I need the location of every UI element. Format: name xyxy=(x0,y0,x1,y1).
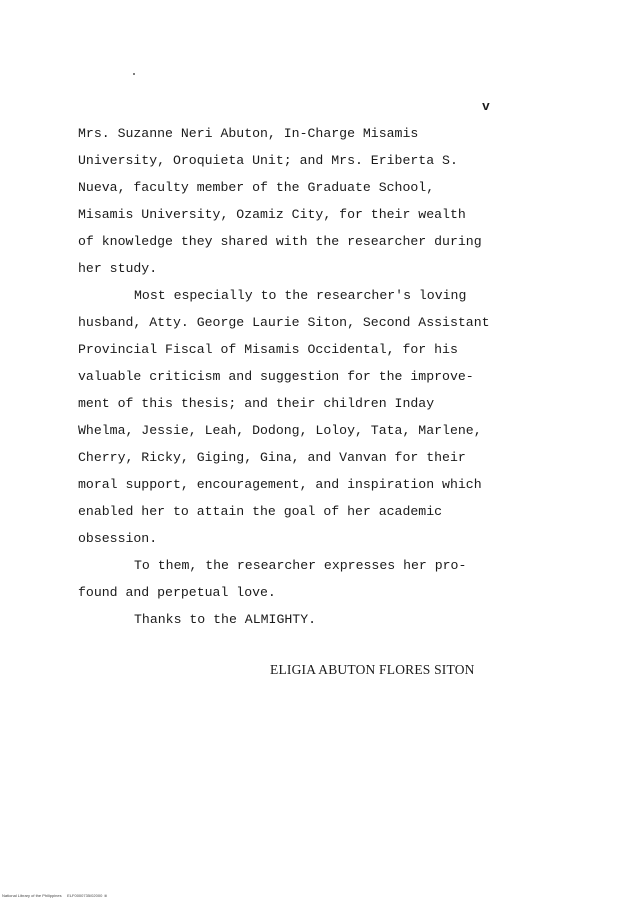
text-line: valuable criticism and suggestion for the improve- xyxy=(78,369,474,384)
author-signature-name: ELIGIA ABUTON FLORES SITON xyxy=(270,662,475,677)
text-line: Thanks to the ALMIGHTY. xyxy=(134,612,317,627)
text-line: Cherry, Ricky, Giging, Gina, and Vanvan for their xyxy=(78,450,466,465)
text-line: moral support, encouragement, and inspiration which xyxy=(78,477,482,492)
page-number: v xyxy=(482,99,490,114)
text-line: Nueva, faculty member of the Graduate School, xyxy=(78,180,435,195)
text-line: of knowledge they shared with the researcher during xyxy=(78,234,482,249)
scan-speck xyxy=(133,73,135,75)
text-line: obsession. xyxy=(78,531,158,546)
acknowledgment-text xyxy=(78,120,538,633)
text-line: found and perpetual love. xyxy=(78,585,276,600)
library-footer: National Library of the Philippines ELF0000735/02000 iii xyxy=(2,893,108,898)
text-line: husband, Atty. George Laurie Siton, Second Assistant xyxy=(78,315,490,330)
text-line: her study. xyxy=(78,261,158,276)
text-line: Provincial Fiscal of Misamis Occidental, for his xyxy=(78,342,458,357)
text-line: Misamis University, Ozamiz City, for their wealth xyxy=(78,207,466,222)
text-line: Mrs. Suzanne Neri Abuton, In-Charge Misamis xyxy=(78,126,419,141)
text-line: University, Oroquieta Unit; and Mrs. Eriberta S. xyxy=(78,153,458,168)
text-line: enabled her to attain the goal of her academic xyxy=(78,504,443,519)
text-line: To them, the researcher expresses her pro- xyxy=(134,558,467,573)
text-line: Most especially to the researcher's loving xyxy=(134,288,467,303)
text-line: Whelma, Jessie, Leah, Dodong, Loloy, Tata, Marlene, xyxy=(78,423,482,438)
text-line: ment of this thesis; and their children Inday xyxy=(78,396,435,411)
